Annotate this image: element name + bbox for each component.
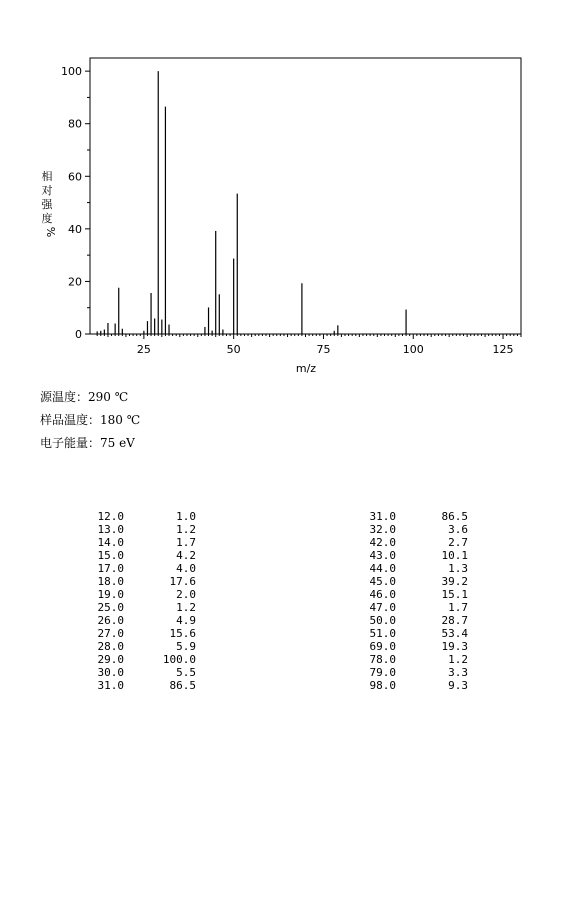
peak-row [80, 679, 196, 692]
abundance-value: 86.5 [441, 510, 468, 523]
mz-value: 43.0 [369, 549, 396, 562]
peak-row [80, 562, 196, 575]
abundance-value: 28.7 [441, 614, 468, 627]
peak-row [352, 575, 468, 588]
mz-value: 25.0 [97, 601, 124, 614]
abundance-value: 1.2 [176, 523, 196, 536]
abundance-value: 1.0 [176, 510, 196, 523]
peak-row [352, 627, 468, 640]
peak-row [80, 549, 196, 562]
peak-row [80, 536, 196, 549]
peak-row [80, 575, 196, 588]
peak-row [352, 510, 468, 523]
mz-value: 51.0 [369, 627, 396, 640]
x-tick-label: 50 [226, 343, 241, 356]
abundance-value: 1.7 [176, 536, 196, 549]
peak-row [352, 562, 468, 575]
peak-row [352, 614, 468, 627]
peak-row [352, 653, 468, 666]
sample-temperature: 样品温度：180 ℃ [40, 413, 141, 427]
x-tick-label: 75 [316, 343, 331, 356]
peak-row [352, 588, 468, 601]
mz-value: 17.0 [97, 562, 124, 575]
y-tick-label: 80 [68, 117, 82, 131]
peak-bars [97, 71, 406, 334]
abundance-value: 1.3 [448, 562, 468, 575]
mz-value: 31.0 [369, 510, 396, 523]
mass-spectrum-chart [0, 0, 570, 390]
mz-value: 50.0 [369, 614, 396, 627]
peak-row [80, 653, 196, 666]
peak-row [80, 614, 196, 627]
peak-row [352, 523, 468, 536]
mz-value: 28.0 [97, 640, 124, 653]
x-tick-label: 25 [136, 343, 151, 356]
abundance-value: 4.2 [176, 549, 196, 562]
mz-value: 44.0 [369, 562, 396, 575]
peak-row [80, 588, 196, 601]
mz-value: 45.0 [369, 575, 396, 588]
abundance-value: 15.6 [169, 627, 196, 640]
peak-row [80, 640, 196, 653]
abundance-value: 100.0 [162, 653, 196, 666]
peak-row [352, 549, 468, 562]
x-tick-label: 125 [492, 343, 514, 356]
abundance-value: 4.9 [176, 614, 196, 627]
peak-table-left [80, 510, 196, 692]
mz-value: 15.0 [97, 549, 124, 562]
mz-value: 32.0 [369, 523, 396, 536]
y-tick-label: 0 [75, 328, 82, 341]
y-tick-label: 60 [68, 170, 82, 184]
mz-value: 42.0 [369, 536, 396, 549]
peak-table-right [352, 510, 468, 692]
mz-value: 27.0 [97, 627, 124, 640]
y-tick-label: 100 [61, 65, 82, 79]
mz-value: 78.0 [369, 653, 396, 666]
mz-value: 19.0 [97, 588, 124, 601]
x-tick-label: 100 [402, 343, 424, 356]
abundance-value: 15.1 [441, 588, 468, 601]
peak-row [80, 510, 196, 523]
peak-row [352, 640, 468, 653]
mz-value: 98.0 [369, 679, 396, 692]
mz-value: 30.0 [97, 666, 124, 679]
abundance-value: 17.6 [169, 575, 196, 588]
y-axis-label-unit: % [44, 226, 57, 238]
y-axis-label-char: 对 [41, 184, 53, 197]
abundance-value: 39.2 [441, 575, 468, 588]
mz-value: 14.0 [97, 536, 124, 549]
abundance-value: 5.9 [176, 640, 196, 653]
peak-row [352, 666, 468, 679]
abundance-value: 1.7 [448, 601, 468, 614]
abundance-value: 9.3 [448, 679, 468, 692]
peak-row [352, 679, 468, 692]
electron-energy: 电子能量：75 eV [40, 436, 135, 450]
abundance-value: 5.5 [176, 666, 196, 679]
peak-row [80, 601, 196, 614]
peak-row [80, 523, 196, 536]
abundance-value: 19.3 [441, 640, 468, 653]
mz-value: 46.0 [369, 588, 396, 601]
x-axis-label: m/z [295, 362, 317, 375]
source-temperature: 源温度：290 ℃ [40, 390, 129, 404]
mz-value: 29.0 [97, 653, 124, 666]
abundance-value: 3.6 [448, 523, 468, 536]
abundance-value: 2.7 [448, 536, 468, 549]
mz-value: 31.0 [97, 679, 124, 692]
abundance-value: 3.3 [448, 666, 468, 679]
peak-row [352, 536, 468, 549]
abundance-value: 10.1 [441, 549, 468, 562]
mz-value: 18.0 [97, 575, 124, 588]
abundance-value: 86.5 [169, 679, 196, 692]
peak-row [80, 666, 196, 679]
y-axis-label [42, 169, 58, 237]
mz-value: 69.0 [369, 640, 396, 653]
mz-value: 12.0 [97, 510, 124, 523]
y-axis-label-char: 度 [41, 212, 53, 225]
abundance-value: 4.0 [176, 562, 196, 575]
plot-frame [90, 58, 521, 334]
y-tick-label: 20 [68, 275, 82, 289]
x-axis [97, 334, 521, 356]
y-axis [61, 65, 90, 341]
abundance-value: 1.2 [176, 601, 196, 614]
mz-value: 79.0 [369, 666, 396, 679]
y-tick-label: 40 [68, 222, 82, 236]
y-axis-label-char: 强 [41, 198, 53, 211]
abundance-value: 53.4 [441, 627, 468, 640]
mz-value: 26.0 [97, 614, 124, 627]
y-axis-label-char: 相 [41, 170, 53, 183]
abundance-value: 2.0 [176, 588, 196, 601]
peak-row [80, 627, 196, 640]
mz-value: 13.0 [97, 523, 124, 536]
peak-row [352, 601, 468, 614]
abundance-value: 1.2 [448, 653, 468, 666]
mz-value: 47.0 [369, 601, 396, 614]
